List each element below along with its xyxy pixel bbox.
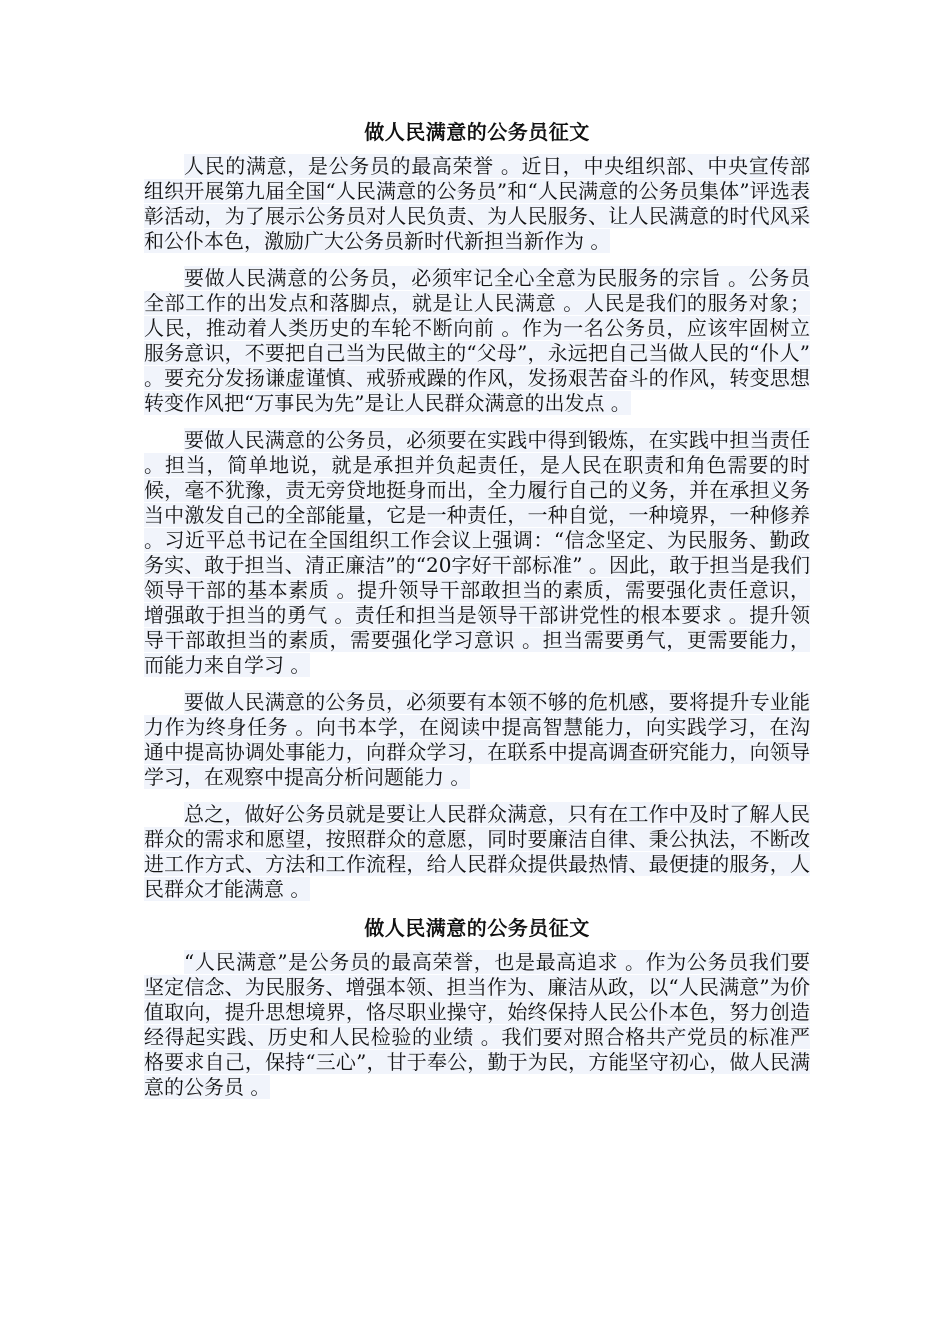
paragraph-text: 人民的满意，是公务员的最高荣誉 。近日，中央组织部、中央宣传部组织开展第九届全国“人民满意的公务员”和“人民满意的公务员集体”评选表彰活动，为了展示公务员对人民负责、为人民服务、让人民满意的时代风采和公仆本色，激励广大公务员新时代新担当新作为 。 <box>144 154 810 253</box>
paragraph <box>144 428 810 678</box>
paragraph <box>144 690 810 790</box>
document-page <box>144 118 810 1112</box>
document-title: 做人民满意的公务员征文 <box>364 120 590 144</box>
document-title: 做人民满意的公务员征文 <box>364 916 590 940</box>
paragraph-text: 要做人民满意的公务员，必须牢记全心全意为民服务的宗旨 。公务员全部工作的出发点和落脚点，就是让人民满意 。人民是我们的服务对象；人民，推动着人类历史的车轮不断向前 。作为一名公务员，应该牢固树立服务意识，不要把自己当为民做主的“父母”，永远把自己当做人民的“仆人” 。要充分发扬谦虚谨慎、戒骄戒躁的作风，发扬艰苦奋斗的作风，转变思想转变作风把“万事民为先”是让人民群众满意的出发点 。 <box>144 266 810 415</box>
paragraph-text: “人民满意”是公务员的最高荣誉，也是最高追求 。作为公务员我们要坚定信念、为民服务、增强本领、担当作为、廉洁从政，以“人民满意”为价值取向，提升思想境界，恪尽职业操守，始终保持人民公仆本色，努力创造经得起实践、历史和人民检验的业绩 。我们要对照合格共产党员的标准严格要求自己，保持“三心”，甘于奉公，勤于为民，方能坚守初心，做人民满意的公务员 。 <box>144 950 810 1099</box>
paragraph <box>144 266 810 416</box>
paragraph-text: 要做人民满意的公务员，必须要在实践中得到锻炼，在实践中担当责任 。担当，简单地说，就是承担并负起责任，是人民在职责和角色需要的时候，毫不犹豫，责无旁贷地挺身而出，全力履行自己的义务，并在承担义务当中激发自己的全部能量，它是一种责任，一种自觉，一种境界，一种修养 。习近平总书记在全国组织工作会议上强调：“信念坚定、为民服务、勤政务实、敢于担当、清正廉洁”的“20字好干部标准” 。因此，敢于担当是我们领导干部的基本素质 。提升领导干部敢担当的素质，需要强化责任意识，增强敢于担当的勇气 。责任和担当是领导干部讲党性的根本要求 。提升领导干部敢担当的素质，需要强化学习意识 。担当需要勇气，更需要能力，而能力来自学习 。 <box>144 428 810 677</box>
paragraph <box>144 802 810 902</box>
paragraph <box>144 154 810 254</box>
paragraph-text: 要做人民满意的公务员，必须要有本领不够的危机感，要将提升专业能力作为终身任务 。向书本学，在阅读中提高智慧能力，向实践学习，在沟通中提高协调处事能力，向群众学习，在联系中提高调查研究能力，向领导学习，在观察中提高分析问题能力 。 <box>144 690 810 789</box>
paragraph-text: 总之，做好公务员就是要让人民群众满意，只有在工作中及时了解人民群众的需求和愿望，按照群众的意愿，同时要廉洁自律、秉公执法，不断改进工作方式、方法和工作流程，给人民群众提供最热情、最便捷的服务，人民群众才能满意 。 <box>144 802 810 901</box>
paragraph <box>144 950 810 1100</box>
